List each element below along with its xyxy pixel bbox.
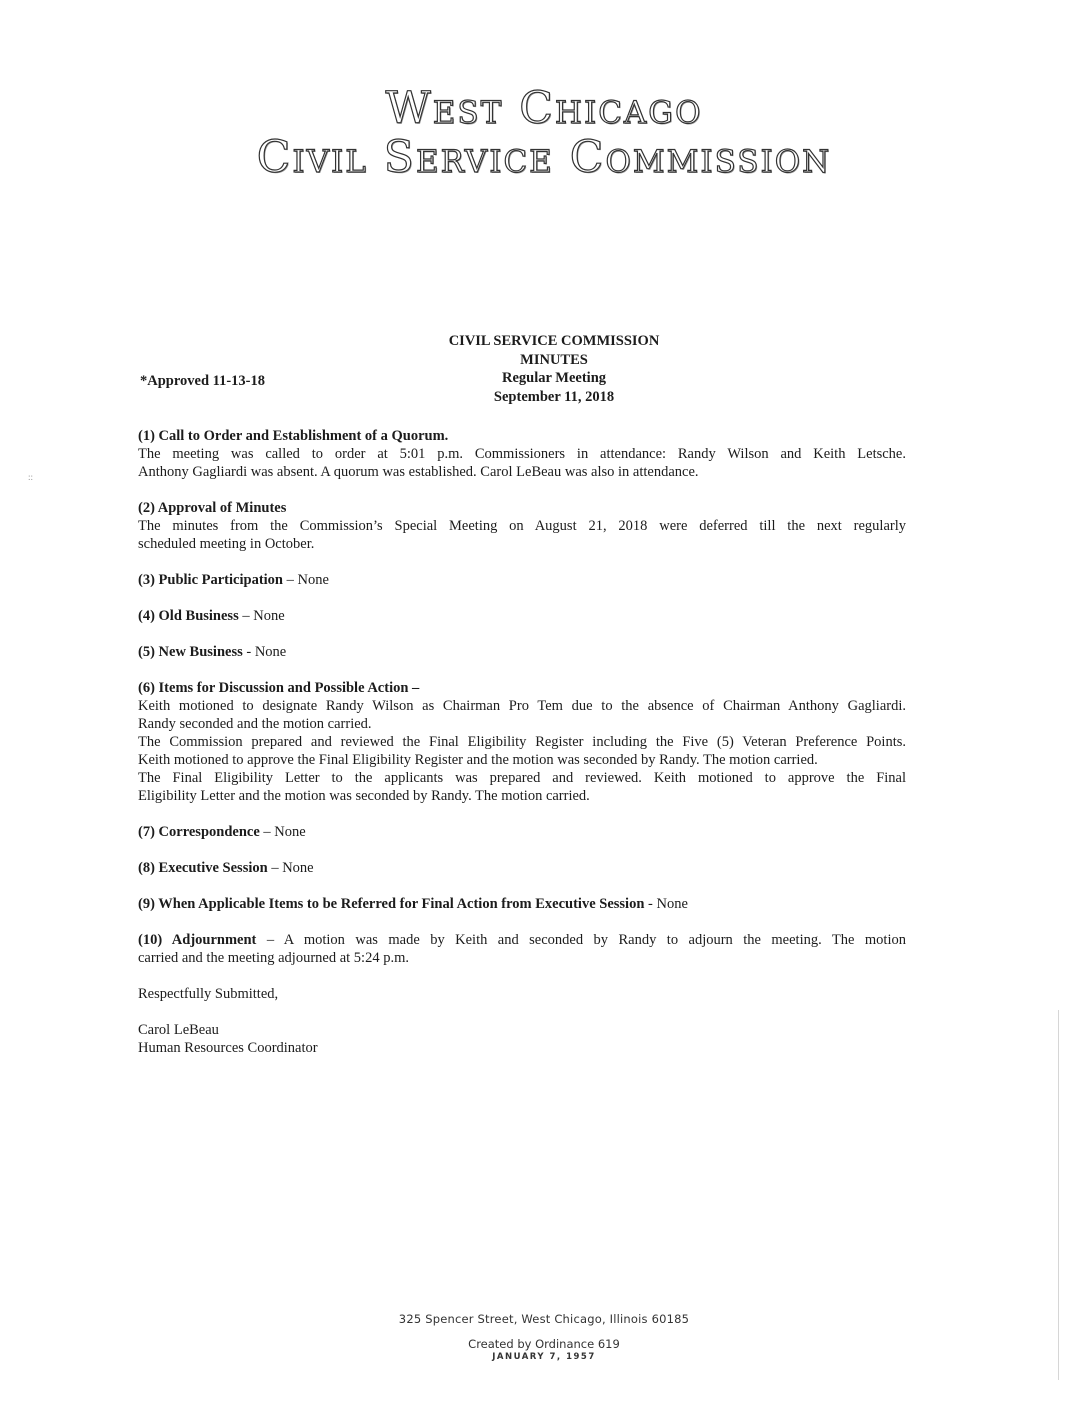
page-footer — [0, 1312, 1088, 1362]
paragraph-line: Randy seconded and the motion carried. — [138, 716, 372, 732]
stray-mark: :: — [28, 472, 34, 482]
paragraph-line: Anthony Gagliardi was absent. A quorum was established. Carol LeBeau was also in attendance. — [138, 464, 699, 480]
meeting-type: Regular Meeting — [501, 370, 607, 386]
signer-name: Carol LeBeau — [138, 1022, 219, 1038]
section-status: - None — [242, 644, 287, 660]
paragraph-line: The Commission prepared and reviewed the Final Eligibility Register including the Five (5) Veteran Preference Points. — [138, 734, 906, 750]
section-heading: (6) Items for Discussion and Possible Action – — [138, 680, 420, 696]
section-status: – None — [283, 572, 329, 588]
letterhead-line-1: West Chicago — [385, 83, 703, 134]
paragraph-line: scheduled meeting in October. — [138, 536, 315, 552]
minutes-body — [138, 427, 906, 1057]
document-title: CIVIL SERVICE COMMISSION — [448, 333, 660, 349]
section-items-referred — [138, 895, 906, 913]
section-heading: (7) Correspondence — [138, 824, 260, 840]
paragraph-line — [138, 931, 906, 949]
section-paragraph — [138, 931, 906, 967]
signer-title: Human Resources Coordinator — [138, 1040, 318, 1056]
section-heading: (3) Public Participation — [138, 572, 283, 588]
paragraph-line: The Final Eligibility Letter to the applicants was prepared and reviewed. Keith motioned to approve the Final — [138, 770, 906, 786]
section-heading: (8) Executive Session — [138, 860, 268, 876]
section-correspondence — [138, 823, 906, 841]
footer-ordinance: Created by Ordinance 619 — [468, 1337, 620, 1351]
meeting-date: September 11, 2018 — [493, 388, 615, 405]
footer-address: 325 Spencer Street, West Chicago, Illinois 60185 — [398, 1312, 690, 1326]
section-heading: (5) New Business — [138, 644, 243, 660]
section-status: – None — [267, 860, 314, 876]
paragraph-text: – A motion was made by Keith and seconded by Randy to adjourn the meeting. The motion — [256, 932, 906, 948]
paragraph-line: carried and the meeting adjourned at 5:24 p.m. — [138, 950, 409, 966]
paragraph-line: Eligibility Letter and the motion was seconded by Randy. The motion carried. — [138, 788, 590, 804]
section-call-to-order — [138, 427, 906, 481]
section-heading: (2) Approval of Minutes — [138, 500, 287, 516]
section-status: - None — [644, 896, 688, 912]
letterhead-line-2: Civil Service Commission — [256, 132, 832, 184]
section-heading: (10) Adjournment — [138, 932, 257, 948]
paragraph-line: The minutes from the Commission’s Special Meeting on August 21, 2018 were deferred till the next regularly — [138, 518, 906, 534]
section-heading: (1) Call to Order and Establishment of a Quorum. — [138, 428, 449, 444]
section-status: – None — [259, 824, 306, 840]
section-paragraph — [138, 517, 906, 553]
footer-ordinance-date: JANUARY 7, 1957 — [492, 1352, 596, 1362]
signature-block — [138, 1021, 906, 1057]
letterhead — [0, 84, 1088, 183]
section-adjournment — [138, 931, 906, 967]
section-status: – None — [238, 608, 285, 624]
section-new-business — [138, 643, 906, 661]
section-heading: (4) Old Business — [138, 608, 239, 624]
paragraph-line: The meeting was called to order at 5:01 p.m. Commissioners in attendance: Randy Wilson and Keith Letsche. — [138, 446, 906, 462]
section-executive-session — [138, 859, 906, 877]
section-items-for-discussion — [138, 679, 906, 805]
scan-edge-line — [1058, 1010, 1059, 1380]
paragraph-line: Keith motioned to designate Randy Wilson as Chairman Pro Tem due to the absence of Chairman Anthony Gagliardi. — [138, 698, 906, 714]
approved-note: *Approved 11-13-18 — [140, 373, 266, 389]
section-public-participation — [138, 571, 906, 589]
section-paragraph — [138, 697, 906, 805]
section-heading: (9) When Applicable Items to be Referred for Final Action from Executive Session — [138, 896, 645, 912]
section-paragraph — [138, 445, 906, 481]
document-heading — [404, 332, 704, 406]
closing-salutation: Respectfully Submitted, — [138, 986, 279, 1002]
section-approval-of-minutes — [138, 499, 906, 553]
paragraph-line: Keith motioned to approve the Final Eligibility Register and the motion was seconded by Randy. The motion carried. — [138, 752, 818, 768]
section-old-business — [138, 607, 906, 625]
document-subtitle: MINUTES — [520, 351, 588, 368]
